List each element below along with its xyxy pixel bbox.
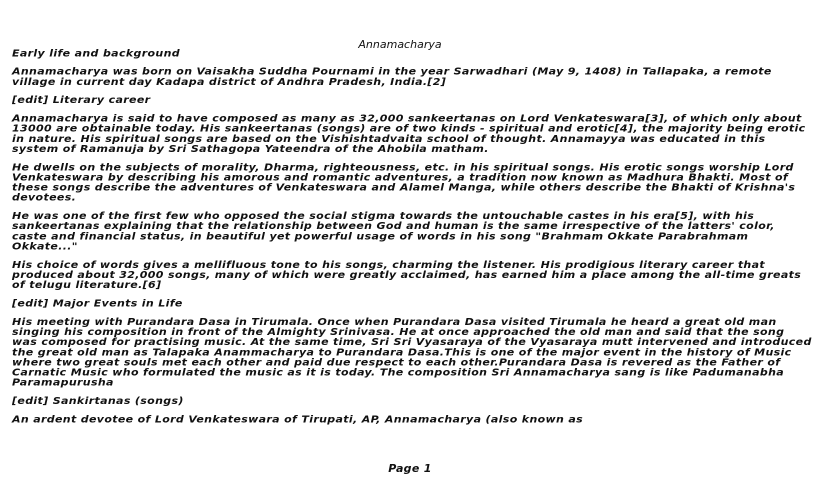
document-body (12, 48, 812, 457)
paragraph-choice-of-words: His choice of words gives a mellifluous tone to his songs, charming the listener. His prodigious literary career that produced about 32,000 songs, many of which were greatly acclaimed, has earned him a place among the all-time greats of telugu literature.[6] (12, 258, 802, 291)
document-text (12, 48, 812, 424)
paragraph-compositions: Annamacharya is said to have composed as many as 32,000 sankeertanas on Lord Venkateswara[3], of which only about 13000 are obtainable today. His sankeertanas (songs) are of two kinds - spiritual and erotic[4], the majority being erotic in nature. His spiritual songs are based on the Vishishtadvaita school of thought. Annamayya was educated in this system of Ramanuja by Sri Sathagopa Yateendra of the Ahobila matham. (12, 112, 806, 155)
page-number: Page 1 (388, 462, 432, 475)
paragraph-birth: Annamacharya was born on Vaisakha Suddha Pournami in the year Sarwadhari (May 9, 1408) in Tallapaka, a remote village in current day Kadapa district of Andhra Pradesh, India.[2] (12, 65, 772, 88)
section-heading-early-life: Early life and background (12, 47, 180, 60)
section-heading-sankirtanas[interactable]: [edit] Sankirtanas (songs) (12, 394, 184, 407)
section-heading-literary-career[interactable]: [edit] Literary career (12, 94, 151, 106)
paragraph-subjects: He dwells on the subjects of morality, Dharma, righteousness, etc. in his spiritual songs. His erotic songs worship Lord Venkateswara by describing his amorous and romantic adventures, a tradition now known as Madhura Bhakti. Most of these songs describe the adventures of Venkateswara and Alamel Manga, while others describe the Bhakti of Krishna's devotees. (12, 161, 796, 204)
section-heading-major-events[interactable]: [edit] Major Events in Life (12, 297, 183, 310)
paragraph-devotee: An ardent devotee of Lord Venkateswara of Tirupati, AP, Annamacharya (also known as (12, 413, 584, 426)
paragraph-purandara-dasa: His meeting with Purandara Dasa in Tirumala. Once when Purandara Dasa visited Tirumala he heard a great old man singing his composition in front of the Almighty Srinivasa. He at once approached the old man and said that the song was composed for practising music. At the same time, Sri Sri Vyasaraya of the Vyasaraya mutt intervened and introduced the great old man as Talapaka Anammacharya to Purandara Dasa.This is one of the major event in the history of Music where two great souls met each other and paid due respect to each other.Purandara Dasa is revered as the Father of Carnatic Music who formulated the music as it is today. The composition Sri Annamacharya sang is like Padumanabha Paramapurusha (12, 315, 812, 389)
paragraph-social-stigma: He was one of the first few who opposed the social stigma towards the untouchable castes in his era[5], with his sankeertanas explaining that the relationship between God and human is the same irrespective of the latters' color, caste and financial status, in beautiful yet powerful usage of words in his song "Brahmam Okkate Parabrahmam Okkate..." (12, 209, 775, 253)
document-title: Annamacharya (358, 38, 442, 51)
